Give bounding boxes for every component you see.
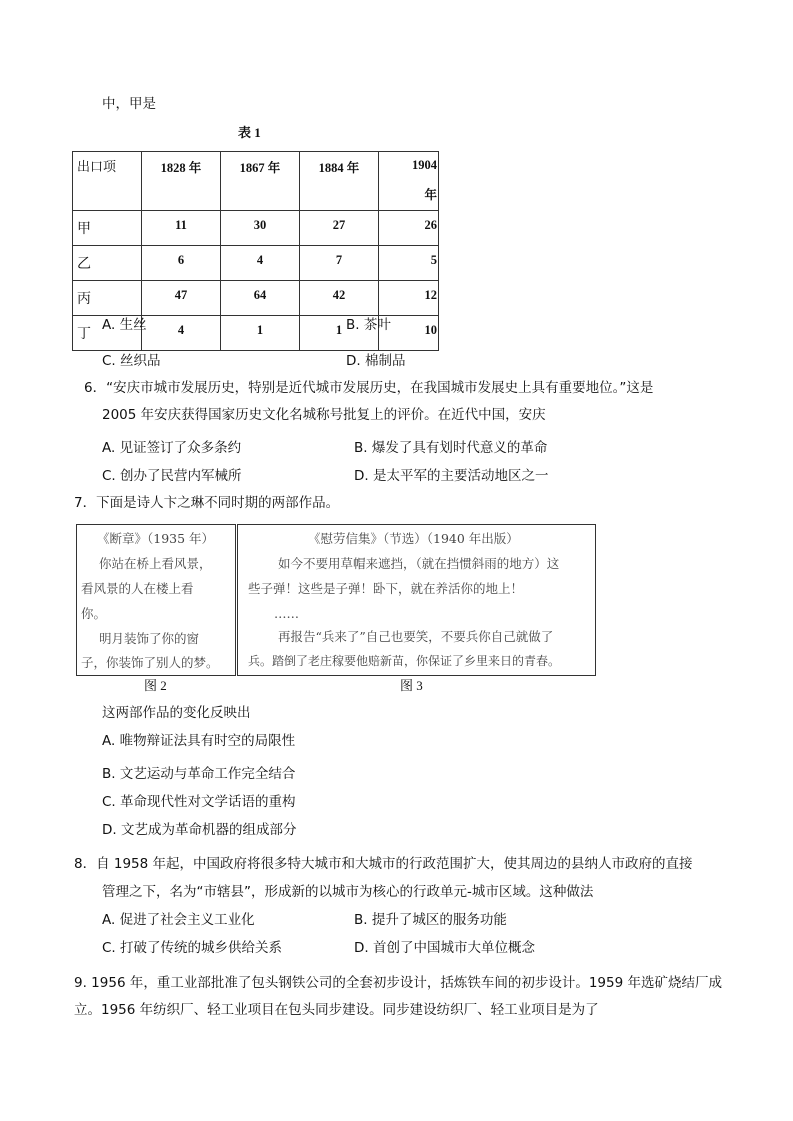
table-header-row	[73, 152, 439, 211]
table-cell: 27	[300, 211, 379, 246]
fig2-line: 看风景的人在楼上看	[81, 581, 194, 596]
table-cell: 10	[379, 316, 439, 351]
q9-stem-line2: 立。1956 年纺织厂、轻工业项目在包头同步建设。同步建设纺织厂、轻工业项目是为了	[74, 1002, 599, 1018]
table-cell: 47	[142, 281, 221, 316]
table-row	[73, 281, 439, 316]
q7-question: 这两部作品的变化反映出	[102, 705, 251, 721]
table-cell: 7	[300, 246, 379, 281]
q7-option-a: A. 唯物辩证法具有时空的局限性	[102, 733, 296, 749]
q5-option-c: C. 丝织品	[102, 353, 161, 369]
year-header-1867: 1867 年	[221, 152, 300, 211]
fig3-ellipsis: ……	[274, 606, 299, 621]
table-cell: 12	[379, 281, 439, 316]
fig3-line: 如今不要用草帽来遮挡，（就在挡惯斜雨的地方）这	[278, 556, 560, 571]
table-cell: 1	[221, 316, 300, 351]
q9-stem-line1: 9. 1956 年，重工业部批准了包头钢铁公司的全套初步设计，括炼铁车间的初步设计。1959 年选矿烧结厂成	[74, 975, 722, 991]
intro-text: 中，甲是	[102, 96, 156, 112]
table-cell: 4	[221, 246, 300, 281]
q7-option-b: B. 文艺运动与革命工作完全结合	[102, 766, 296, 782]
table-corner-cell: 出口项	[73, 152, 142, 211]
fig3-line: 再报告“兵来了”自己也要笑，不要兵你自己就做了	[278, 629, 554, 644]
row-label: 丁	[73, 316, 142, 351]
q6-stem-line2: 2005 年安庆获得国家历史文化名城称号批复上的评价。在近代中国，安庆	[102, 407, 546, 423]
table-caption: 表 1	[238, 125, 261, 140]
q8-stem-line1: 8．自 1958 年起，中国政府将很多特大城市和大城市的行政范围扩大，使其周边的县纳人市政府的直接	[74, 856, 693, 872]
q8-option-c: C. 打破了传统的城乡供给关系	[102, 940, 283, 956]
figure-2-poem	[76, 524, 236, 676]
table-cell: 1	[300, 316, 379, 351]
table-cell: 11	[142, 211, 221, 246]
table-cell: 30	[221, 211, 300, 246]
fig3-line: 兵。踏倒了老庄稼要他赔新苗，你保证了乡里来日的青春。	[248, 654, 561, 668]
q6-option-a: A. 见证签订了众多条约	[102, 440, 242, 456]
q7-stem: 7．下面是诗人卞之琳不同时期的两部作品。	[74, 495, 340, 511]
q6-option-c: C. 创办了民营内军械所	[102, 468, 242, 484]
year-header-1904	[379, 152, 439, 211]
q7-option-d: D. 文艺成为革命机器的组成部分	[102, 822, 297, 838]
fig2-line: 你。	[81, 606, 107, 621]
q5-option-d: D. 棉制品	[346, 353, 406, 369]
table-cell: 5	[379, 246, 439, 281]
q7-option-c: C. 革命现代性对文学话语的重构	[102, 794, 296, 810]
table-cell: 42	[300, 281, 379, 316]
fig2-caption: 图 2	[144, 678, 167, 693]
q8-option-d: D. 首创了中国城市大单位概念	[354, 940, 535, 956]
row-label: 甲	[73, 211, 142, 246]
table-row	[73, 246, 439, 281]
q6-option-d: D. 是太平军的主要活动地区之一	[354, 468, 549, 484]
q5-option-a: A. 生丝	[102, 317, 147, 333]
q8-option-b: B. 提升了城区的服务功能	[354, 912, 507, 928]
fig2-line: 子，你装饰了别人的梦。	[81, 655, 219, 670]
q6-option-b: B. 爆发了具有划时代意义的革命	[354, 440, 548, 456]
fig3-title: 《慰劳信集》（节选）（1940 年出版）	[308, 531, 519, 546]
row-label: 丙	[73, 281, 142, 316]
table-cell: 6	[142, 246, 221, 281]
table-cell: 4	[142, 316, 221, 351]
q8-option-a: A. 促进了社会主义工业化	[102, 912, 255, 928]
table-cell: 64	[221, 281, 300, 316]
fig2-line: 明月装饰了你的窗	[99, 631, 200, 646]
year-header-1828: 1828 年	[142, 152, 221, 211]
q8-stem-line2: 管理之下，名为“市辖县”，形成新的以城市为核心的行政单元-城市区域。这种做法	[102, 884, 594, 900]
q5-option-b: B. 茶叶	[346, 317, 391, 333]
table-cell: 26	[379, 211, 439, 246]
fig2-title: 《断章》（1935 年）	[97, 531, 215, 546]
q6-stem-line1: 6．“安庆市城市发展历史，特别是近代城市发展历史，在我国城市发展史上具有重要地位。”这是	[84, 380, 654, 396]
fig3-line: 些子弹！这些是子弹！卧下，就在养活你的地上！	[248, 581, 524, 596]
year-header-1904-unit: 年	[424, 188, 437, 202]
row-label: 乙	[73, 246, 142, 281]
figure-3-poem	[237, 524, 596, 676]
year-header-1884: 1884 年	[300, 152, 379, 211]
table-row	[73, 211, 439, 246]
year-header-1904-number: 1904	[412, 158, 437, 172]
fig3-caption: 图 3	[400, 678, 423, 693]
fig2-line: 你站在桥上看风景，	[99, 556, 212, 571]
